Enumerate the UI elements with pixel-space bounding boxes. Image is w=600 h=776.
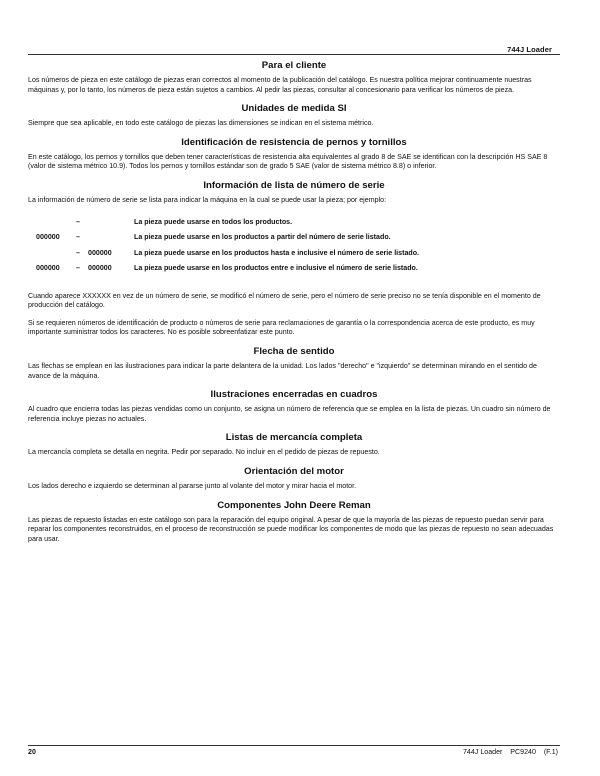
footer-divider bbox=[28, 745, 560, 746]
section-flecha-de-sentido bbox=[28, 346, 560, 381]
section-para-el-cliente bbox=[28, 60, 560, 95]
serial-dash: – bbox=[76, 217, 80, 226]
serial-dash: – bbox=[76, 233, 80, 242]
section-title: Ilustraciones encerradas en cuadros bbox=[210, 389, 378, 401]
serial-row bbox=[28, 264, 560, 280]
section-title: Información de lista de número de serie bbox=[203, 179, 385, 191]
header-model-label: 744J Loader bbox=[507, 45, 552, 54]
section-mercancia-completa bbox=[28, 432, 560, 458]
serial-description: La pieza puede usarse en todos los productos. bbox=[134, 217, 293, 226]
section-text: Las flechas se emplean en las ilustraciones para indicar la parte delantera de la unidad. Los lados "derecho" e "izquierdo" se determinan mirando en el sentido de avance de la máquina. bbox=[28, 361, 537, 380]
serial-note-xxxxxx: Cuando aparece XXXXXX en vez de un número de serie, se modificó el número de serie, pero el número de serie preciso no se tenía disponible en el momento de producción del catálogo. bbox=[28, 291, 541, 310]
section-intro: La información de número de serie se lista para indicar la máquina en la cual se puede usar la pieza; por ejemplo: bbox=[28, 195, 387, 204]
section-resistencia-pernos bbox=[28, 137, 560, 172]
serial-start: 000000 bbox=[36, 264, 60, 273]
section-unidades-si bbox=[28, 103, 560, 129]
footer-publication-info: 744J Loader PC9240 (F.1) bbox=[462, 748, 558, 756]
section-text: La mercancía completa se detalla en negrita. Pedir por separado. No incluir en el pedido de piezas de repuesto. bbox=[28, 448, 380, 457]
serial-start: 000000 bbox=[36, 233, 60, 242]
serial-number-table bbox=[28, 218, 560, 280]
serial-description: La pieza puede usarse en los productos entre e inclusive el número de serie listado. bbox=[134, 264, 418, 273]
serial-end: 000000 bbox=[88, 264, 112, 273]
serial-row bbox=[28, 218, 560, 234]
serial-row bbox=[28, 249, 560, 265]
section-ilustraciones-cuadros bbox=[28, 389, 560, 424]
section-text: Los números de pieza en este catálogo de piezas eran correctos al momento de la publicación del catálogo. Es nuestra política mejorar continuamente nuestras máquinas y, por lo tanto, los números de pieza están sujetos a cambios. Al pedir las piezas, consultar al concesionario para verificar los números de pieza. bbox=[28, 76, 532, 94]
serial-description: La pieza puede usarse en los productos a partir del número de serie listado. bbox=[134, 233, 391, 242]
section-title: Unidades de medida SI bbox=[241, 103, 347, 115]
section-john-deere-reman bbox=[28, 500, 560, 545]
serial-note-warranty: Si se requieren números de identificación de producto o números de serie para reclamaciones de garantía o la correspondencia acerca de este producto, es muy importante suministrar todos los caracteres. No es posible sobreenfatizar este punto. bbox=[28, 318, 535, 337]
section-title: Identificación de resistencia de pernos y tornillos bbox=[181, 136, 407, 148]
header-divider bbox=[28, 54, 560, 55]
section-text: Los lados derecho e izquierdo se determinan al pararse junto al volante del motor y mirar hacia el motor. bbox=[28, 481, 357, 490]
section-title: Componentes John Deere Reman bbox=[217, 499, 371, 511]
section-title: Flecha de sentido bbox=[253, 345, 335, 357]
section-title: Para el cliente bbox=[261, 60, 327, 71]
section-title: Listas de mercancía completa bbox=[225, 432, 363, 444]
section-text: Al cuadro que encierra todas las piezas vendidas como un conjunto, se asigna un número de referencia que se emplea en la lista de piezas. Un cuadro sin número de referencia incluye piezas no actuales. bbox=[28, 405, 551, 423]
section-numero-de-serie bbox=[28, 180, 560, 338]
section-orientacion-motor bbox=[28, 466, 560, 492]
page-content bbox=[28, 60, 560, 552]
section-text: En este catálogo, los pernos y tornillos que deben tener características de resistencia alta equivalentes al grado 8 de SAE se identifican con la descripción HS SAE 8 (valor de sistema métrico 10.9). Todos los pernos y tornillos estándar son de grado 5 SAE (valor de sistema métrico 8.8) o inferior. bbox=[28, 152, 548, 171]
section-title: Orientación del motor bbox=[244, 465, 344, 477]
serial-dash: – bbox=[76, 264, 80, 273]
section-text: Siempre que sea aplicable, en todo este catálogo de piezas las dimensiones se indican en el sistema métrico. bbox=[28, 119, 374, 128]
serial-end: 000000 bbox=[88, 248, 112, 257]
serial-description: La pieza puede usarse en los productos hasta e inclusive el número de serie listado. bbox=[134, 248, 420, 257]
page-number: 20 bbox=[28, 748, 36, 756]
section-text: Las piezas de repuesto listadas en este catálogo son para la reparación del equipo original. A pesar de que la mayoría de las piezas de repuesto puedan servir para reparar los componentes reconstruidos, en el proceso de reconstrucción se puede modificar los componentes de modo que las piezas de repuesto no sean adecuadas para usar. bbox=[28, 515, 554, 543]
serial-row bbox=[28, 233, 560, 249]
serial-dash: – bbox=[76, 248, 80, 257]
